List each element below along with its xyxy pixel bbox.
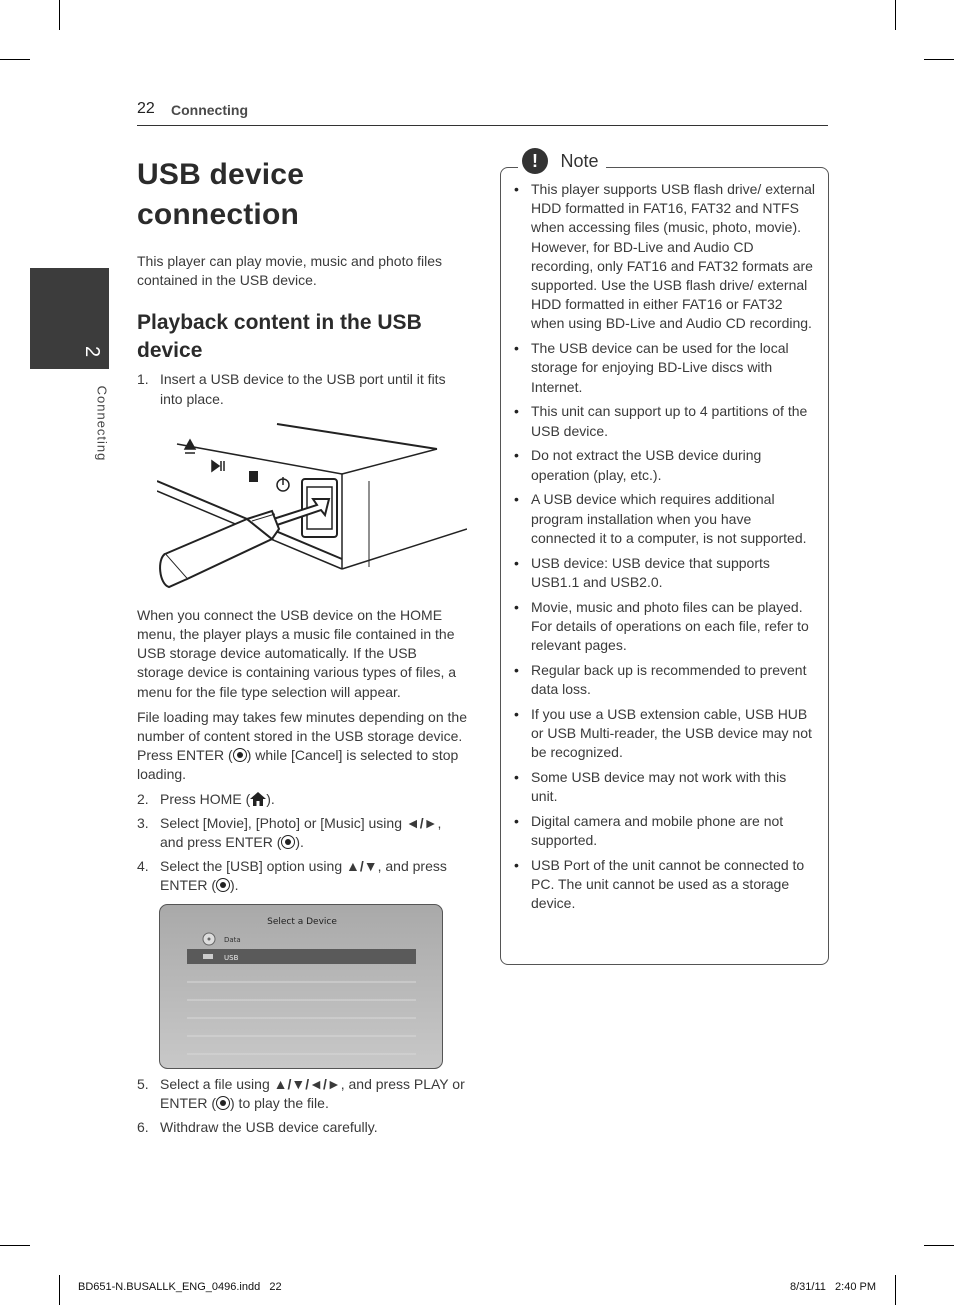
intro-paragraph: This player can play movie, music and photo files contained in the USB device. [137,253,443,289]
step-text: Select the [USB] option using [160,858,346,875]
note-item: • A USB device which requires additional program installation when you have connected it to a computer, is not supported. [513,490,815,548]
step-item [137,814,467,852]
note-list [513,180,815,919]
step-text: ). [266,790,275,807]
note-header [518,148,606,176]
paragraph-text: File loading may takes few minutes depending on the number of content stored in the USB storage device. Press ENTER ( [137,708,467,764]
step-item [137,1118,467,1137]
note-item: • If you use a USB extension cable, USB HUB or USB Multi-reader, the USB device may not be recognized. [513,705,815,763]
step-number: 6. [137,1119,149,1136]
crop-mark [59,0,60,30]
chapter-tab-label: Connecting [94,385,110,462]
exclamation-icon: ! [522,148,548,174]
step-text: ) to play the file. [230,1094,329,1111]
step-number: 3. [137,814,149,831]
chapter-number: 2 [80,345,103,358]
screen-item-usb: USB [224,953,239,962]
note-item: • The USB device can be used for the local storage for enjoying BD-Live discs with Internet. [513,339,815,397]
paragraph-text: ) while [Cancel] is selected to stop loading. [137,747,459,783]
step-item [137,790,467,809]
print-footer-date: 8/31/11 2:40 PM [790,1281,877,1293]
crop-mark [59,1275,60,1305]
step-text: Select a file using [160,1075,274,1092]
crop-mark [924,1245,954,1246]
arrow-keys-icon: ▲/▼/◄/► [273,1075,341,1092]
main-column [137,155,467,1137]
note-item: • Movie, music and photo files can be played. For details of operations on each file, refer to relevant pages. [513,598,815,656]
step-item [137,1075,467,1113]
screen-item-data: Data [224,935,241,944]
step-item [137,370,467,408]
step-text: ). [295,834,304,851]
page-number: 22 [137,100,155,117]
home-icon [250,792,266,806]
step-number: 1. [137,371,149,388]
step-text: ). [230,877,239,894]
crop-mark [924,59,954,60]
note-item: • USB device: USB device that supports USB1.1 and USB2.0. [513,554,815,592]
enter-icon [233,748,247,762]
note-item: • This unit can support up to 4 partitions of the USB device. [513,402,815,440]
print-footer-file: BD651-N.BUSALLK_ENG_0496.indd 22 [78,1281,282,1293]
page-title: USB device connection [137,158,305,231]
step-number: 4. [137,858,149,875]
steps-list-2 [137,790,467,896]
crop-mark [895,0,896,30]
crop-mark [0,59,30,60]
crop-mark [895,1275,896,1305]
step-text: Insert a USB device to the USB port until it fits into place. [160,371,446,407]
steps-list-3 [137,1075,467,1138]
note-item: • Some USB device may not work with this unit. [513,768,815,806]
step-number: 2. [137,790,149,807]
step-text: , and press ENTER ( [160,858,447,894]
note-item: • Digital camera and mobile phone are not supported. [513,812,815,850]
step-text: , and press ENTER ( [160,814,442,851]
usb-insertion-illustration [157,419,467,594]
crop-mark [0,1245,30,1246]
step-text: Press HOME ( [160,790,251,807]
screen-title: Select a Device [267,916,337,927]
paragraph-autoplay: When you connect the USB device on the HOME menu, the player plays a music file contained in the USB storage device automatically. If the USB storage device is containing various types of files, a menu for the file type selection will appear. [137,606,457,700]
select-device-screen [159,904,443,1069]
note-item: • This player supports USB flash drive/ external HDD formatted in FAT16, FAT32 and NTFS when accessing files (music, photo, movie). However, for BD-Live and Audio CD recording, only FAT16 and FAT32 formats are supported. Use the USB flash drive/ external HDD formatted in either FAT16 or FAT32 when using BD-Live and Audio CD recording. [513,180,815,334]
page-header [137,100,828,126]
enter-icon [216,878,230,892]
enter-icon [216,1096,230,1110]
paragraph-loading [137,708,467,785]
header-section-title: Connecting [171,102,248,118]
note-item: • Do not extract the USB device during operation (play, etc.). [513,446,815,484]
steps-list-1 [137,370,467,408]
step-text: Withdraw the USB device carefully. [160,1119,378,1136]
section-subtitle: Playback content in the USB device [137,311,422,363]
step-text: , and press PLAY or ENTER ( [160,1075,465,1111]
arrow-keys-icon: ▲/▼ [346,858,378,875]
step-number: 5. [137,1075,149,1092]
step-item [137,857,467,895]
note-title: Note [560,150,599,171]
enter-icon [281,835,295,849]
chapter-tab [30,268,109,369]
note-item: • USB Port of the unit cannot be connected to PC. The unit cannot be used as a storage device. [513,856,815,914]
step-text: Select [Movie], [Photo] or [Music] using [160,814,406,831]
note-item: • Regular back up is recommended to prevent data loss. [513,661,815,699]
arrow-keys-icon: ◄/► [405,814,438,831]
